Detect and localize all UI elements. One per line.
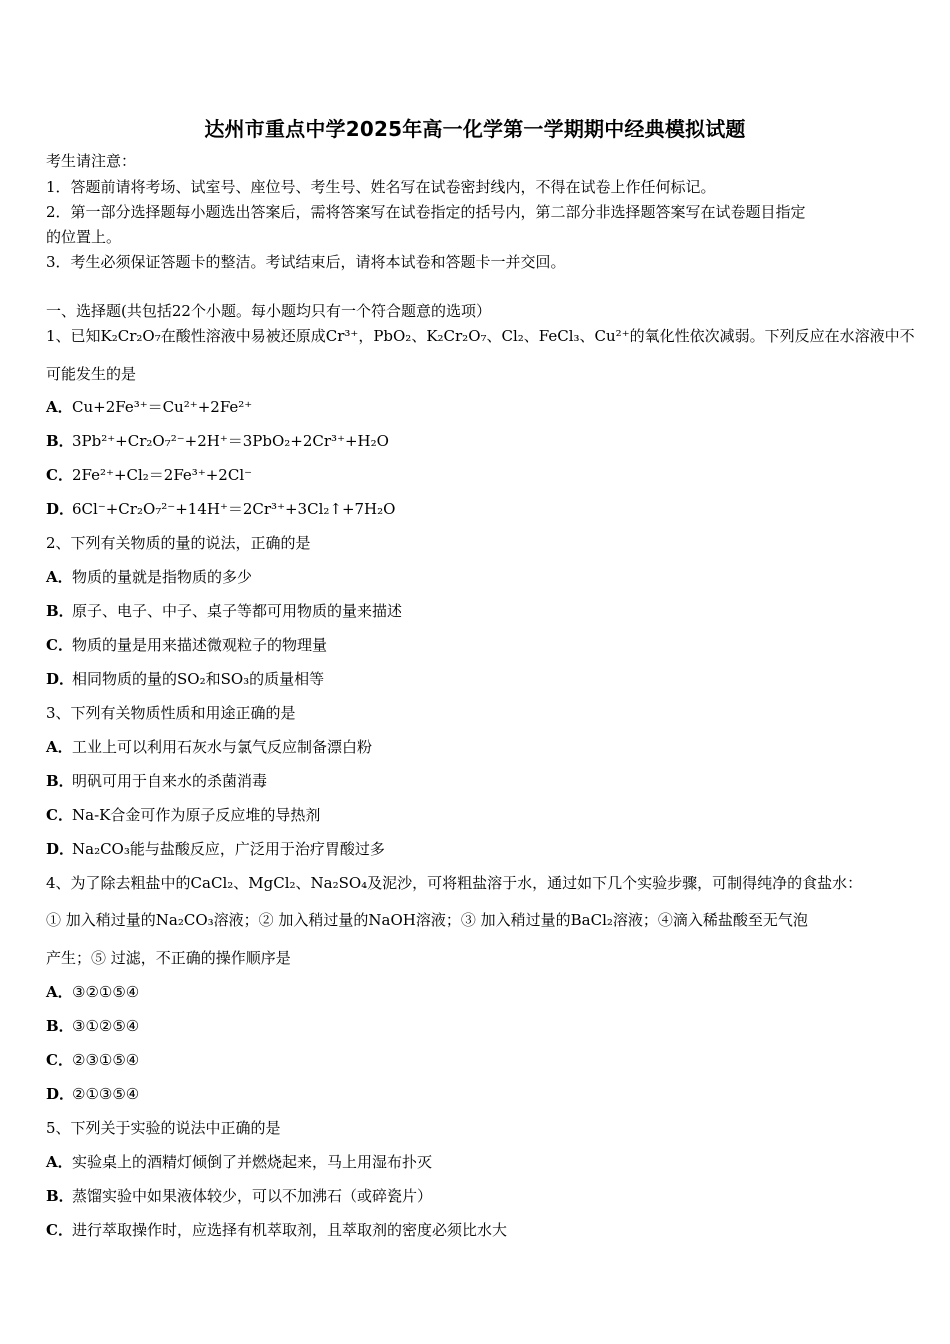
option-text: ③①②⑤④: [72, 1017, 140, 1035]
option-text: 物质的量是用来描述微观粒子的物理量: [72, 636, 328, 654]
option-b: [46, 771, 267, 791]
option-c: [46, 1050, 139, 1070]
option-a: [46, 567, 252, 587]
notice-item: 2．第一部分选择题每小题选出答案后，需将答案写在试卷指定的括号内，第二部分非选择题答案写在试卷题目指定: [46, 203, 806, 221]
question-stem: 产生；⑤ 过滤，不正确的操作顺序是: [46, 949, 291, 967]
option-b: [46, 1186, 432, 1206]
notice-item: 1．答题前请将考场、试室号、座位号、考生号、姓名写在试卷密封线内，不得在试卷上作任何标记。: [46, 178, 716, 196]
option-text: ②①③⑤④: [72, 1085, 140, 1103]
option-letter: B．: [46, 1017, 74, 1035]
question-stem: 2、下列有关物质的量的说法，正确的是: [46, 534, 311, 552]
option-b: [46, 1016, 139, 1036]
notice-heading: 考生请注意：: [46, 152, 137, 170]
question-stem: 1、已知K₂Cr₂O₇在酸性溶液中易被还原成Cr³⁺，PbO₂、K₂Cr₂O₇、Cl₂、FeCl₃、Cu²⁺的氧化性依次减弱。下列反应在水溶液中不: [46, 327, 915, 345]
section-heading: 一、选择题(共包括22个小题。每小题均只有一个符合题意的选项）: [46, 302, 491, 320]
option-letter: A．: [46, 1153, 73, 1171]
option-text: ③②①⑤④: [72, 983, 140, 1001]
option-a: [46, 737, 372, 757]
option-text: 3Pb²⁺+Cr₂O₇²⁻+2H⁺＝3PbO₂+2Cr³⁺+H₂O: [72, 432, 389, 450]
option-text: 蒸馏实验中如果液体较少，可以不加沸石（或碎瓷片）: [72, 1187, 433, 1205]
option-letter: D．: [46, 1085, 75, 1103]
option-letter: D．: [46, 500, 75, 518]
option-b: [46, 601, 402, 621]
option-text: 6Cl⁻+Cr₂O₇²⁻+14H⁺＝2Cr³⁺+3Cl₂↑+7H₂O: [72, 500, 396, 518]
option-c: [46, 465, 252, 485]
option-text: Cu+2Fe³⁺＝Cu²⁺+2Fe²⁺: [72, 398, 253, 416]
option-d: [46, 839, 385, 859]
option-text: 进行萃取操作时，应选择有机萃取剂，且萃取剂的密度必须比水大: [72, 1221, 508, 1239]
option-text: 2Fe²⁺+Cl₂＝2Fe³⁺+2Cl⁻: [72, 466, 253, 484]
option-text: Na₂CO₃能与盐酸反应，广泛用于治疗胃酸过多: [72, 840, 385, 858]
option-letter: B．: [46, 432, 74, 450]
option-a: [46, 397, 252, 417]
option-letter: C．: [46, 636, 73, 654]
option-d: [46, 669, 324, 689]
option-letter: B．: [46, 602, 74, 620]
option-letter: D．: [46, 670, 75, 688]
notice-item: 的位置上。: [46, 228, 122, 246]
notice-item: 3．考生必须保证答题卡的整洁。考试结束后，请将本试卷和答题卡一并交回。: [46, 253, 566, 271]
question-stem: ① 加入稍过量的Na₂CO₃溶液；② 加入稍过量的NaOH溶液；③ 加入稍过量的BaCl₂溶液；④滴入稀盐酸至无气泡: [46, 911, 808, 929]
option-c: [46, 805, 320, 825]
option-letter: A．: [46, 568, 73, 586]
option-letter: A．: [46, 983, 73, 1001]
question-stem: 可能发生的是: [46, 365, 137, 383]
option-letter: C．: [46, 466, 73, 484]
option-letter: C．: [46, 806, 73, 824]
option-text: 实验桌上的酒精灯倾倒了并燃烧起来，马上用湿布扑灭: [72, 1153, 433, 1171]
option-text: ②③①⑤④: [72, 1051, 140, 1069]
option-letter: A．: [46, 398, 73, 416]
option-d: [46, 1084, 139, 1104]
option-c: [46, 635, 327, 655]
question-stem: 4、为了除去粗盐中的CaCl₂、MgCl₂、Na₂SO₄及泥沙，可将粗盐溶于水，通过如下几个实验步骤，可制得纯净的食盐水：: [46, 874, 863, 892]
option-d: [46, 499, 395, 519]
option-a: [46, 1152, 432, 1172]
question-stem: 3、下列有关物质性质和用途正确的是: [46, 704, 296, 722]
option-letter: A．: [46, 738, 73, 756]
option-text: Na-K合金可作为原子反应堆的导热剂: [72, 806, 321, 824]
option-c: [46, 1220, 507, 1240]
option-letter: D．: [46, 840, 75, 858]
page-title: 达州市重点中学2025年高一化学第一学期期中经典模拟试题: [204, 117, 746, 141]
option-letter: C．: [46, 1051, 73, 1069]
option-letter: B．: [46, 1187, 74, 1205]
option-text: 原子、电子、中子、桌子等都可用物质的量来描述: [72, 602, 403, 620]
option-letter: B．: [46, 772, 74, 790]
option-letter: C．: [46, 1221, 73, 1239]
option-text: 明矾可用于自来水的杀菌消毒: [72, 772, 268, 790]
option-text: 相同物质的量的SO₂和SO₃的质量相等: [72, 670, 325, 688]
option-b: [46, 431, 389, 451]
option-text: 物质的量就是指物质的多少: [72, 568, 253, 586]
question-stem: 5、下列关于实验的说法中正确的是: [46, 1119, 281, 1137]
option-a: [46, 982, 139, 1002]
option-text: 工业上可以利用石灰水与氯气反应制备漂白粉: [72, 738, 373, 756]
